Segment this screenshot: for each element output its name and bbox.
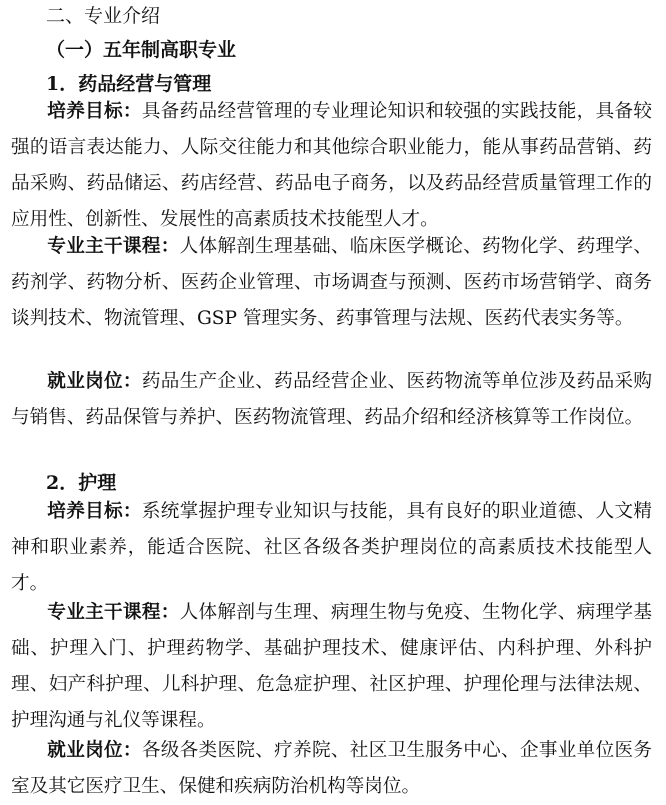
training-goal-paragraph [11,494,652,602]
major-title: 2．护理 [46,472,117,494]
core-courses-text: 人体解剖与生理、病理生物与免疫、生物化学、病理学基础、护理入门、护理药物学、基础护理技术、健康评估、内科护理、外科护理、妇产科护理、儿科护理、危急症护理、社区护理、护理伦理与法律法规、护理沟通与礼仪等课程。 [11,602,652,731]
training-goal-text: 系统掌握护理专业知识与技能，具有良好的职业道德、人文精神和职业素养，能适合医院、社区各级各类护理岗位的高素质技术技能型人才。 [11,501,652,594]
subsection-title: （一）五年制高职专业 [46,39,237,61]
employment-text: 药品生产企业、药品经营企业、医药物流等单位涉及药品采购与销售、药品保管与养护、医药物流管理、药品介绍和经济核算等工作岗位。 [11,371,652,428]
core-courses-label: 专业主干课程： [47,236,180,257]
section-title: 二、专业介绍 [46,5,161,27]
training-goal-paragraph [11,94,652,238]
employment-text: 各级各类医院、疗养院、社区卫生服务中心、企事业单位医务室及其它医疗卫生、保健和疾病防治机构等岗位。 [11,740,652,797]
core-courses-paragraph [11,595,652,739]
employment-paragraph [11,364,652,436]
core-courses-label: 专业主干课程： [47,602,180,623]
training-goal-label: 培养目标： [47,501,142,522]
core-courses-text: 人体解剖生理基础、临床医学概论、药物化学、药理学、药剂学、药物分析、医药企业管理、市场调查与预测、医药市场营销学、商务谈判技术、物流管理、GSP 管理实务、药事管理与法规、医药代表实务等。 [11,236,652,329]
training-goal-text: 具备药品经营管理的专业理论知识和较强的实践技能，具备较强的语言表达能力、人际交往能力和其他综合职业能力，能从事药品营销、药品采购、药品储运、药店经营、药品电子商务，以及药品经营质量管理工作的应用性、创新性、发展性的高素质技术技能型人才。 [11,101,652,230]
major-title: 1．药品经营与管理 [46,73,212,95]
employment-paragraph [11,733,652,805]
core-courses-paragraph [11,229,652,337]
employment-label: 就业岗位： [47,740,142,761]
training-goal-label: 培养目标： [47,101,142,122]
employment-label: 就业岗位： [47,371,142,392]
